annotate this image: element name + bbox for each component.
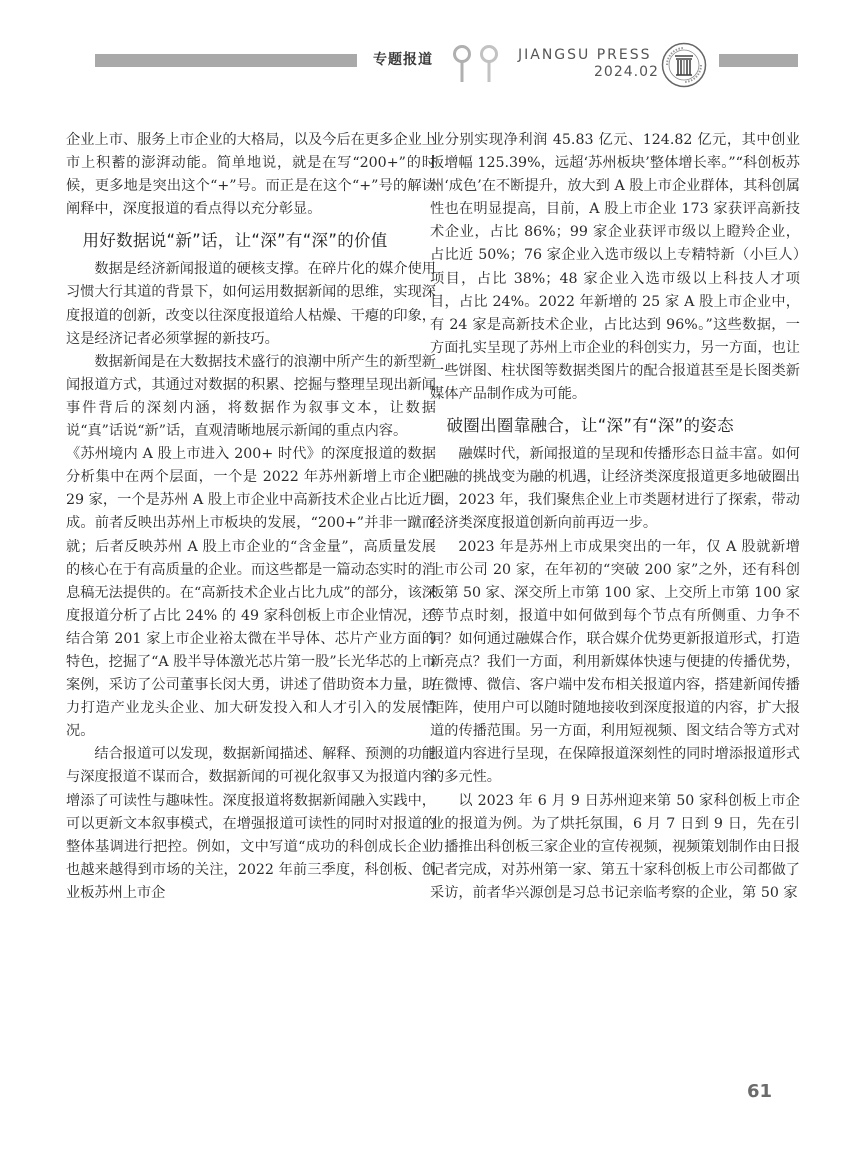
paragraph: 以 2023 年 6 月 9 日苏州迎来第 50 家科创板上市企业的报道为例。为了烘托氛围，6 月 7 日到 9 日，先在引力播推出科创板三家企业的宣传视频，视频策划制作由日报记者完成，对苏州第一家、第五十家科创板上市公司都做了采访，前者华兴源创是习总书记亲临考察的企业，第 50 家 xyxy=(430,792,800,901)
paragraph: 数据是经济新闻报道的硬核支撑。在碎片化的媒介使用习惯大行其道的背景下，如何运用数据新闻的思维，实现深度报道的创新，改变以往深度报道给人枯燥、干瘪的印象，这是经济记者必须掌握的新技巧。 xyxy=(66,261,436,347)
header-bar-left xyxy=(95,54,357,67)
paragraph: 业分别实现净利润 45.83 亿元、124.82 亿元，其中创业板增幅 125.39%，远超‘苏州板块’整体增长率。”“科创板苏州‘成色’在不断提升，放大到 A 股上市企业群体，其科创属性也在明显提高，目前，A 股上市企业 173 家获评高新技术企业，占比 86%；99 家企业获评市级以上瞪羚企业，占比近 50%；76 家企业入选市级以上专精特新（小巨人）项目，占比 38%；48 家企业入选市级以上科技人才项目，占比 24%。2022 年新增的 25 家 A 股上市企业中，有 24 家是高新技术企业，占比达到 96%。”这些数据，一方面扎实呈现了苏州上市企业的科创实力，另一方面，也让一些饼图、柱状图等数据类图片的配合报道甚至是长图类新媒体产品制作成为可能。 xyxy=(430,132,800,403)
page-number: 61 xyxy=(747,1081,773,1102)
section-heading: 用好数据说“新”话，让“深”有“深”的价值 xyxy=(82,231,388,251)
journal-seal-logo xyxy=(661,42,707,88)
left-column xyxy=(66,129,436,905)
paragraph: 结合报道可以发现，数据新闻描述、解释、预测的功能与深度报道不谋而合，数据新闻的可视化叙事又为报道内容增添了可读性与趣味性。深度报道将数据新闻融入实践中，可以更新文本叙事模式，在增强报道可读性的同时对报道的整体基调进行把控。例如，文中写道“成功的科创成长企业也越来越得到市场的关注，2022 年前三季度，科创板、创业板苏州上市企 xyxy=(66,746,436,901)
issue-date: 2024.02 xyxy=(594,64,659,80)
pin-mark-icon xyxy=(451,44,473,84)
section-title: 专题报道 xyxy=(373,52,433,68)
pin-mark-icon xyxy=(478,44,500,84)
publication-name: JIANGSU PRESS xyxy=(518,47,652,63)
paragraph: 融媒时代，新闻报道的呈现和传播形态日益丰富。如何把融的挑战变为融的机遇，让经济类深度报道更多地破圈出圈，2023 年，我们聚焦企业上市类题材进行了探索，带动经济类深度报道创新向前再迈一步。 xyxy=(430,446,800,532)
paragraph: 2023 年是苏州上市成果突出的一年，仅 A 股就新增上市公司 20 家，在年初的“突破 200 家”之外，还有科创板第 50 家、深交所上市第 100 家、上交所上市第 100 家等节点时刻，报道中如何做到每个节点有所侧重、力争不同？如何通过融媒合作，联合媒介优势更新报道形式，打造新亮点？我们一方面，利用新媒体快速与便捷的传播优势，在微博、微信、客户端中发布相关报道内容，搭建新闻传播矩阵，使用户可以随时随地接收到深度报道的内容，扩大报道的传播范围。另一方面，利用短视频、图文结合等方式对报道内容进行呈现，在保障报道深刻性的同时增添报道形式的多元性。 xyxy=(430,538,800,786)
paragraph: 企业上市、服务上市企业的大格局，以及今后在更多企业上市上积蓄的澎湃动能。简单地说，就是在写“200+”的时候，更多地是突出这个“+”号。而正是在这个“+”号的解读阐释中，深度报道的看点得以充分彰显。 xyxy=(66,132,436,218)
section-heading: 破圈出圈靠融合，让“深”有“深”的姿态 xyxy=(446,416,734,436)
paragraph: 数据新闻是在大数据技术盛行的浪潮中所产生的新型新闻报道方式，其通过对数据的积累、挖掘与整理呈现出新闻事件背后的深刻内涵，将数据作为叙事文本，让数据说“真”话说“新”话，直观清晰地展示新闻的重点内容。 xyxy=(66,353,436,440)
paragraph: 《苏州境内 A 股上市进入 200+ 时代》的深度报道的数据分析集中在两个层面，一个是 2022 年苏州新增上市企业 29 家，一个是苏州 A 股上市企业中高新技术企业占比近九成。前者反映出苏州上市板块的发展，“200+”并非一蹴而就；后者反映苏州 A 股上市企业的“含金量”，高质量发展的核心在于有高质量的企业。而这些都是一篇动态实时的消息稿无法提供的。在“高新技术企业占比九成”的部分，该深度报道分析了占比 24% 的 49 家科创板上市企业情况，还结合第 201 家上市企业裕太微在半导体、芯片产业方面的特色，挖掘了“A 股半导体激光芯片第一股”长光华芯的上市案例，采访了公司董事长闵大勇，讲述了借助资本力量，助力打造产业龙头企业、加大研发投入和人才引入的发展情况。 xyxy=(66,446,436,740)
header-bar-right xyxy=(719,54,798,67)
right-column xyxy=(430,129,800,905)
